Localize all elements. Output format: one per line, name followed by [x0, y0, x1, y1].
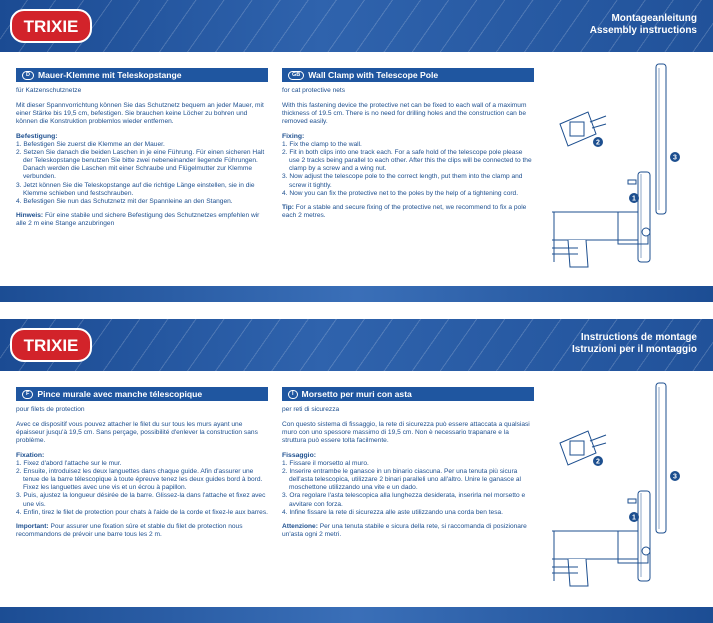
- svg-text:1: 1: [632, 514, 636, 522]
- header-title-line-2: Istruzioni per il montaggio: [572, 344, 697, 355]
- tip-text: Per una tenuta stabile e sicura della rete, si raccomanda di posizionare un'asta ogni 2 metri.: [282, 523, 527, 539]
- language-badge: GB: [288, 71, 304, 80]
- svg-text:TRIXIE: TRIXIE: [23, 17, 79, 36]
- header-banner: [0, 0, 713, 52]
- language-badge: I: [288, 390, 298, 399]
- step-item: 3. Now adjust the telescope pole to the correct length, put them into the clamp and screw it tightly.: [282, 173, 523, 189]
- tip-note: [16, 523, 268, 539]
- tip-note: [282, 204, 534, 220]
- header-title: [572, 332, 697, 356]
- section-english: [282, 68, 534, 220]
- svg-text:2: 2: [596, 458, 600, 466]
- section-title-bar: [16, 68, 268, 82]
- header-title: [590, 13, 697, 37]
- tip-label: Important:: [16, 523, 49, 531]
- assembly-illustration: [548, 62, 698, 272]
- steps-heading: Fixation:: [16, 451, 45, 459]
- step-item: 2. Ensuite, introduisez les deux languettes dans chaque guide. Afin d'assurer une tenue de la barre télescopique à toute épreuve tenez les deux guides bord à bord. Fixez les languettes avec une vis et un écrou à papillon.: [16, 467, 263, 492]
- header-title-line-1: Instructions de montage: [580, 332, 697, 343]
- step-item: 1. Befestigen Sie zuerst die Klemme an der Mauer.: [16, 140, 165, 148]
- tip-text: Pour assurer une fixation sûre et stable du filet de protection nous recommandons de prévoir une barre tous les 2 m.: [16, 523, 243, 539]
- tip-note: [282, 523, 534, 539]
- language-badge: F: [22, 390, 33, 399]
- section-title: Morsetto per muri con asta: [301, 389, 412, 399]
- footer-band: [0, 607, 713, 623]
- section-intro: Mit dieser Spannvorrichtung können Sie das Schutznetz bequem an jeder Mauer, mit einer Stärke bis 19,5 cm, befestigen. Sie brauchen keine Löcher zu bohren und können die Konstruktion problemlos wieder entfernen.: [16, 102, 264, 126]
- section-title-bar: [16, 387, 268, 401]
- step-item: 4. Now you can fix the protective net to the poles by the help of a tightening cord.: [282, 189, 519, 197]
- step-item: 2. Inserire entrambe le ganasce in un binario ciascuna. Per una tenuta più sicura dell'asta telescopica, utilizzare 2 binari paralleli uno all'altro. Unire le ganasce al moschettone utilizzando una vite e un dado.: [282, 467, 521, 492]
- instruction-panel-fr-it: [0, 319, 713, 623]
- instruction-panel-de-en: [0, 0, 713, 302]
- section-title: Wall Clamp with Telescope Pole: [308, 70, 439, 80]
- section-title: Mauer-Klemme mit Teleskopstange: [37, 70, 182, 80]
- svg-text:2: 2: [596, 139, 600, 147]
- section-german: [16, 68, 268, 229]
- step-item: 1. Fix the clamp to the wall.: [282, 140, 362, 148]
- section-intro: With this fastening device the protective net can be fixed to each wall of a maximum thickness of 19.5 cm. There is no need for drilling holes and the construction can be removed easily.: [282, 102, 527, 126]
- section-title: Pince murale avec manche télescopique: [37, 389, 203, 399]
- step-item: 4. Infine fissare la rete di sicurezza alle aste utilizzando una corda ben tesa.: [282, 508, 504, 516]
- steps-list: [16, 141, 268, 207]
- section-subtitle: per reti di sicurezza: [282, 406, 340, 413]
- clamp-pole-drawing: [548, 62, 698, 272]
- language-badge: D: [22, 71, 34, 80]
- step-item: 3. Ora regolare l'asta telescopica alla lunghezza desiderata, inserirla nel morsetto e avvitare con forza.: [282, 492, 526, 508]
- tip-label: Attenzione:: [282, 523, 318, 531]
- section-intro: Avec ce dispositif vous pouvez attacher le filet du sur tous les murs ayant une épaisseur jusqu'à 19,5 cm. Sans perçage, possibilité d'enlever la construction sans problème.: [16, 421, 258, 445]
- section-french: [16, 387, 268, 539]
- section-subtitle: for cat protective nets: [282, 87, 346, 94]
- tip-label: Hinweis:: [16, 212, 44, 220]
- step-item: 3. Jetzt können Sie die Teleskopstange auf die richtige Länge einstellen, sie in die Klemme schieben und festschrauben.: [16, 181, 255, 197]
- svg-text:3: 3: [673, 154, 677, 162]
- steps-list: [282, 141, 534, 198]
- section-title-bar: [282, 68, 534, 82]
- step-item: 4. Befestigen Sie nun das Schutznetz mit der Spannleine an den Stangen.: [16, 198, 233, 206]
- tip-note: [16, 212, 268, 228]
- svg-text:1: 1: [632, 195, 636, 203]
- tip-text: Für eine stabile und sichere Befestigung des Schutznetzes empfehlen wir alle 2 m eine Stange anzubringen: [16, 212, 260, 228]
- step-item: 3. Puis, ajustez la longueur désirée de la barre. Glissez-la dans l'attache et fixez avec une vis.: [16, 492, 266, 508]
- tip-text: For a stable and secure fixing of the protective net, we recommend to fix a pole each 2 metres.: [282, 204, 527, 220]
- footer-band: [0, 286, 713, 302]
- steps-heading: Befestigung:: [16, 132, 58, 140]
- tip-label: Tip:: [282, 204, 294, 212]
- step-item: 1. Fixez d'abord l'attache sur le mur.: [16, 459, 122, 467]
- steps-heading: Fixing:: [282, 132, 305, 140]
- section-title-bar: [282, 387, 534, 401]
- step-item: 1. Fissare il morsetto al muro.: [282, 459, 369, 467]
- header-banner: [0, 319, 713, 371]
- step-item: 4. Enfin, tirez le filet de protection pour chats à l'aide de la corde et fixez-le aux barres.: [16, 508, 268, 516]
- clamp-pole-drawing: [548, 381, 698, 591]
- section-italian: [282, 387, 534, 539]
- svg-text:TRIXIE: TRIXIE: [23, 336, 79, 355]
- step-item: 2. Setzen Sie danach die beiden Laschen in je eine Führung. Für einen sicheren Halt der Teleskopstange benutzen Sie bitte zwei nebeneinander liegende Führungen. Danach werden die Laschen mit einer Schraube und Flügelmutter zur Klemme verbunden.: [16, 148, 265, 181]
- section-subtitle: pour filets de protection: [16, 406, 85, 413]
- steps-list: [16, 460, 268, 517]
- section-intro: Con questo sistema di fissaggio, la rete di sicurezza può essere attaccata a qualsiasi muro con uno spessore massimo di 19,5 cm. Non è necessario trapanare e la struttura può essere tolta facilmente.: [282, 421, 530, 445]
- svg-text:3: 3: [673, 473, 677, 481]
- header-title-line-1: Montageanleitung: [611, 13, 697, 24]
- assembly-illustration: [548, 381, 698, 591]
- section-subtitle: für Katzenschutznetze: [16, 87, 82, 94]
- steps-list: [282, 460, 534, 517]
- trixie-logo: [10, 328, 92, 362]
- header-title-line-2: Assembly instructions: [589, 25, 697, 36]
- steps-heading: Fissaggio:: [282, 451, 316, 459]
- trixie-logo: [10, 9, 92, 43]
- step-item: 2. Fit in both clips into one track each. For a safe hold of the telescope pole please use 2 tracks being parallel to each other. After this the clips will be connected to the clamp by a screw and a wing nut.: [282, 148, 532, 173]
